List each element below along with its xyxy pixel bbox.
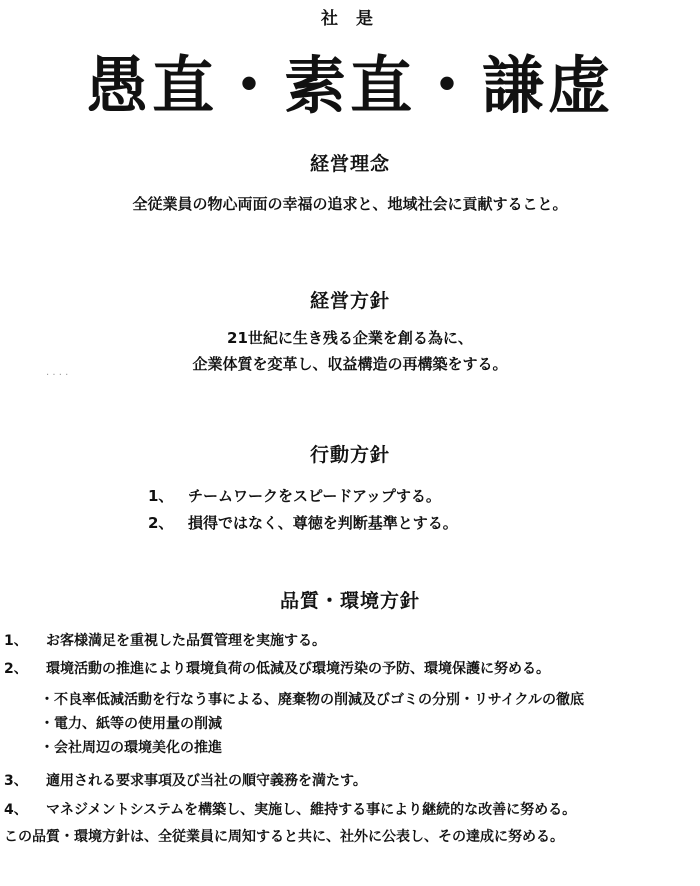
quality-policy-closing: この品質・環境方針は、全従業員に周知すると共に、社外に公表し、その達成に努める。 bbox=[4, 829, 564, 845]
management-philosophy-text: 全従業員の物心両面の幸福の追求と、地域社会に貢献すること。 bbox=[132, 195, 568, 213]
item-text: マネジメントシステムを構築し、実施し、維持する事により継続的な改善に努める。 bbox=[46, 802, 577, 818]
item-number: 4、 bbox=[4, 802, 28, 818]
item-number: 3、 bbox=[4, 773, 28, 789]
decorative-dots: · · · · bbox=[46, 370, 69, 381]
management-policy-line: 企業体質を変革し、収益構造の再構築をする。 bbox=[192, 355, 508, 373]
quality-policy-subitem: ・不良率低減活動を行なう事による、廃棄物の削減及びゴミの分別・リサイクルの徹底 bbox=[40, 692, 585, 708]
management-philosophy-heading: 経営理念 bbox=[309, 153, 390, 175]
management-policy-line: 21世紀に生き残る企業を創る為に、 bbox=[227, 329, 473, 347]
action-policy-item bbox=[148, 512, 458, 533]
management-policy-heading: 経営方針 bbox=[309, 290, 390, 312]
quality-policy-item bbox=[4, 770, 367, 790]
item-number: 2、 bbox=[4, 661, 28, 677]
quality-policy-item bbox=[4, 658, 550, 678]
item-text: 損得ではなく、尊徳を判断基準とする。 bbox=[188, 514, 458, 532]
item-number: 1、 bbox=[4, 633, 28, 649]
item-text: 環境活動の推進により環境負荷の低減及び環境汚染の予防、環境保護に努める。 bbox=[46, 661, 550, 677]
action-policy-heading: 行動方針 bbox=[309, 444, 390, 466]
item-number: 1、 bbox=[148, 487, 174, 505]
quality-environment-policy-heading: 品質・環境方針 bbox=[279, 590, 420, 612]
item-text: お客様満足を重視した品質管理を実施する。 bbox=[46, 633, 326, 649]
item-text: 適用される要求事項及び当社の順守義務を満たす。 bbox=[46, 773, 367, 789]
action-policy-item bbox=[148, 485, 441, 506]
quality-policy-item bbox=[4, 799, 576, 819]
item-number: 2、 bbox=[148, 514, 174, 532]
quality-policy-subitem: ・会社周辺の環境美化の推進 bbox=[40, 740, 222, 756]
quality-policy-item bbox=[4, 630, 326, 650]
company-motto: 愚直・素直・謙虚 bbox=[85, 49, 614, 122]
item-text: チームワークをスピードアップする。 bbox=[188, 487, 441, 505]
motto-label: 社 是 bbox=[321, 9, 379, 29]
quality-policy-subitem: ・電力、紙等の使用量の削減 bbox=[40, 716, 222, 732]
